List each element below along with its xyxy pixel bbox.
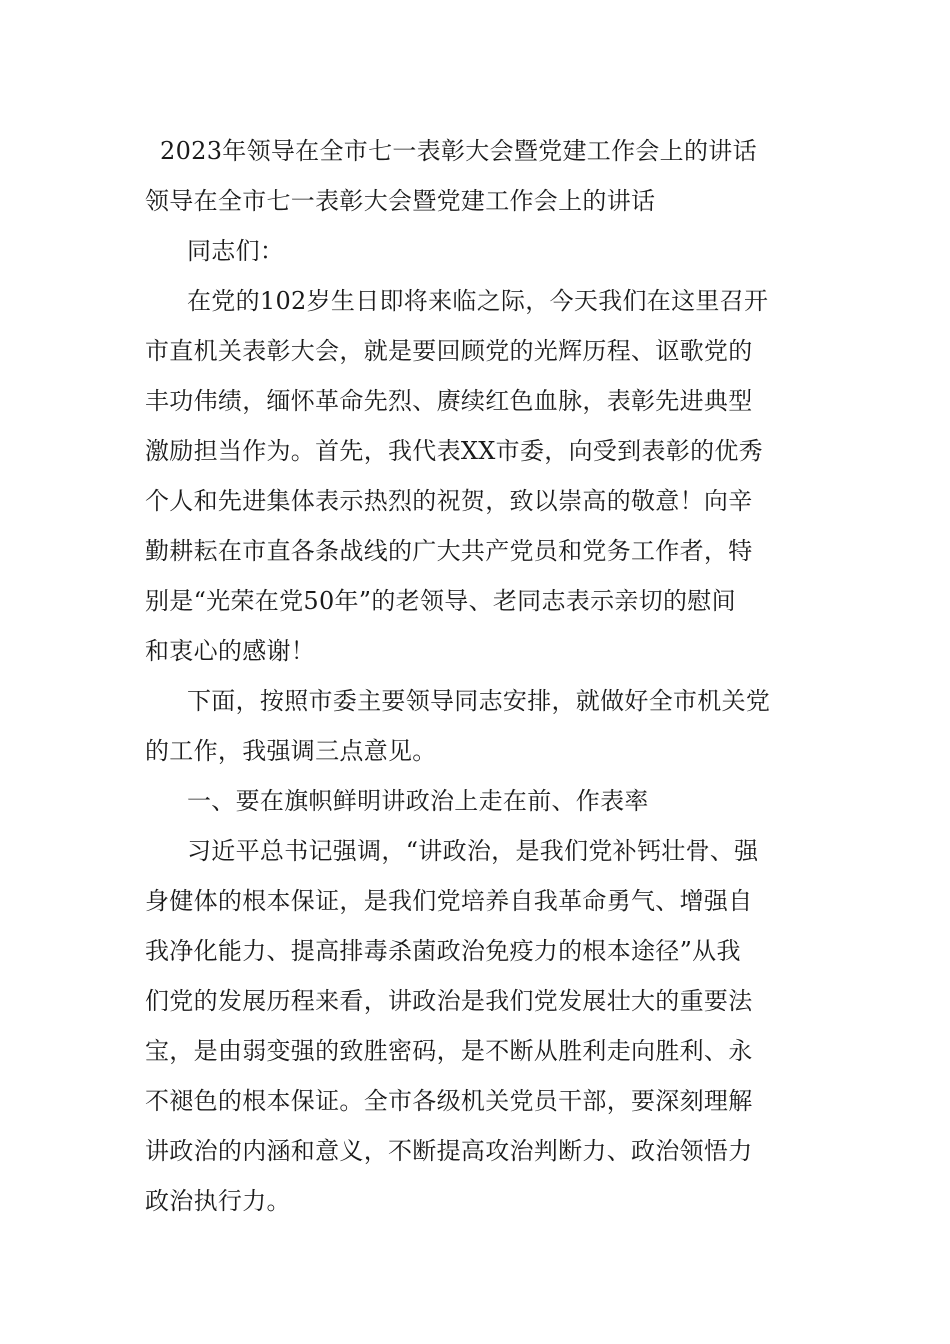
- paragraph-intro: [145, 676, 810, 776]
- paragraph-line: 我净化能力、提高排毒杀菌政治免疫力的根本途径”从我: [145, 937, 741, 965]
- document-body: [145, 126, 810, 1226]
- paragraph-line: 勤耕耘在市直各条战线的广大共产党员和党务工作者，特: [145, 537, 753, 565]
- paragraph-line: 个人和先进集体表示热烈的祝贺，致以崇高的敬意！向辛: [145, 487, 753, 515]
- document-subtitle: 领导在全市七一表彰大会暨党建工作会上的讲话: [145, 187, 656, 215]
- paragraph-line: 激励担当作为。首先，我代表XX市委，向受到表彰的优秀: [145, 437, 763, 465]
- section-heading-line: 一、要在旗帜鲜明讲政治上走在前、作表率: [187, 787, 649, 815]
- paragraph-line: 政治执行力。: [145, 1187, 291, 1215]
- paragraph-line: 不褪色的根本保证。全市各级机关党员干部，要深刻理解: [145, 1087, 753, 1115]
- paragraph-line: 和衷心的感谢！: [145, 637, 316, 665]
- paragraph-line: 市直机关表彰大会，就是要回顾党的光辉历程、讴歌党的: [145, 337, 753, 365]
- paragraph-line: 下面，按照市委主要领导同志安排，就做好全市机关党: [187, 687, 771, 715]
- paragraph-line: 习近平总书记强调，“讲政治，是我们党补钙壮骨、强: [187, 837, 759, 865]
- paragraph-opening: [145, 276, 810, 676]
- paragraph-line: 们党的发展历程来看，讲政治是我们党发展壮大的重要法: [145, 987, 753, 1015]
- salutation: 同志们：: [187, 237, 285, 265]
- paragraph-line: 别是“光荣在党50年”的老领导、老同志表示亲切的慰间: [145, 587, 736, 615]
- section-heading: [145, 776, 810, 826]
- paragraph-section-one: [145, 826, 810, 1226]
- document-title: 2023年领导在全市七一表彰大会暨党建工作会上的讲话: [160, 137, 757, 165]
- paragraph-line: 丰功伟绩，缅怀革命先烈、赓续红色血脉，表彰先进典型: [145, 387, 753, 415]
- paragraph-line: 身健体的根本保证，是我们党培养自我革命勇气、增强自: [145, 887, 753, 915]
- paragraph-line: 讲政治的内涵和意义，不断提高攻治判断力、政治领悟力: [145, 1137, 753, 1165]
- paragraph-line: 宝，是由弱变强的致胜密码，是不断从胜利走向胜利、永: [145, 1037, 753, 1065]
- paragraph-line: 在党的102岁生日即将来临之际，今天我们在这里召开: [187, 287, 769, 315]
- paragraph-line: 的工作，我强调三点意见。: [145, 737, 437, 765]
